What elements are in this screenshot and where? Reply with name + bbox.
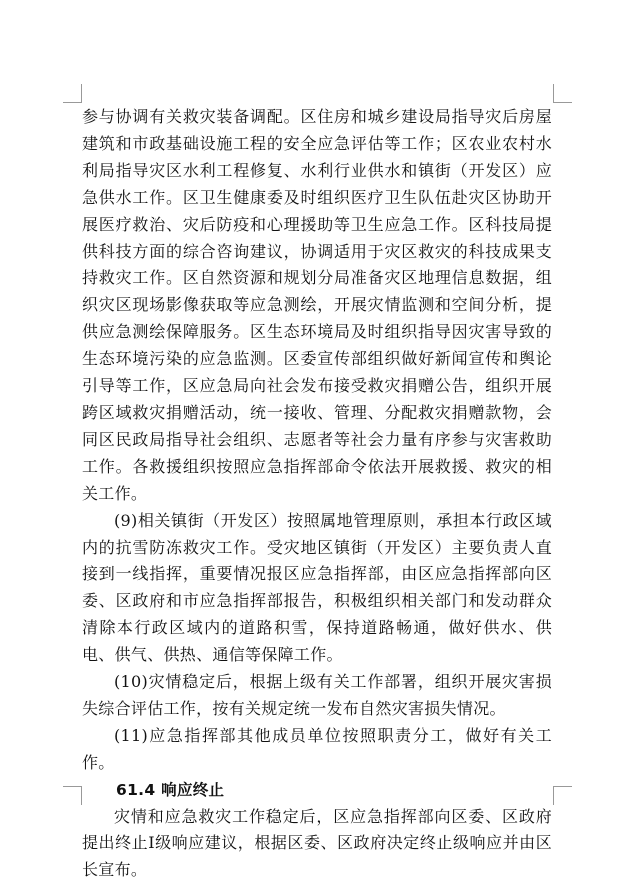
paragraph-item-9: (9)相关镇街（开发区）按照属地管理原则，承担本行政区域内的抗雪防冻救灾工作。受灾地区镇街（开发区）主要负责人直接到一线指挥，重要情况报区应急指挥部，由区应急指挥部向区委、区政府和市应急指挥部报告，积极组织相关部门和发动群众清除本行政区域内的道路积雪，保持道路畅通，做好供水、供电、供气、供热、通信等保障工作。 [82, 510, 552, 665]
crop-mark-bottom-left [63, 786, 82, 805]
document-body [82, 104, 552, 884]
section-heading: 61.4 响应终止 [116, 780, 225, 799]
paragraph-item-11: (11)应急指挥部其他成员单位按照职责分工，做好有关工作。 [82, 725, 552, 772]
paragraph-continued: 参与协调有关救灾装备调配。区住房和城乡建设局指导灾后房屋建筑和市政基础设施工程的安全应急评估等工作；区农业农村水利局指导灾区水利工程修复、水利行业供水和镇街（开发区）应急供水工作。区卫生健康委及时组织医疗卫生队伍赴灾区协助开展医疗救治、灾后防疫和心理援助等卫生应急工作。区科技局提供科技方面的综合咨询建议，协调适用于灾区救灾的科技成果支持救灾工作。区自然资源和规划分局准备灾区地理信息数据，组织灾区现场影像获取等应急测绘，开展灾情监测和空间分析，提供应急测绘保障服务。区生态环境局及时组织指导因灾害导致的生态环境污染的应急监测。区委宣传部组织做好新闻宣传和舆论引导等工作，区应急局向社会发布接受救灾捐赠公告，组织开展跨区域救灾捐赠活动，统一接收、管理、分配救灾捐赠款物，会同区民政局指导社会组织、志愿者等社会力量有序参与灾害救助工作。各救援组织按照应急指挥部命令依法开展救援、救灾的相关工作。 [82, 107, 552, 503]
crop-mark-top-left [63, 84, 82, 103]
crop-mark-bottom-right [553, 786, 572, 805]
crop-mark-top-right [553, 84, 572, 103]
paragraph-item-10: (10)灾情稳定后，根据上级有关工作部署，组织开展灾害损失综合评估工作，按有关规定统一发布自然灾害损失情况。 [82, 672, 552, 718]
paragraph-response-termination: 灾情和应急救灾工作稳定后，区应急指挥部向区委、区政府提出终止Ⅰ级响应建议，根据区委、区政府决定终止级响应并由区长宣布。 [82, 806, 552, 880]
